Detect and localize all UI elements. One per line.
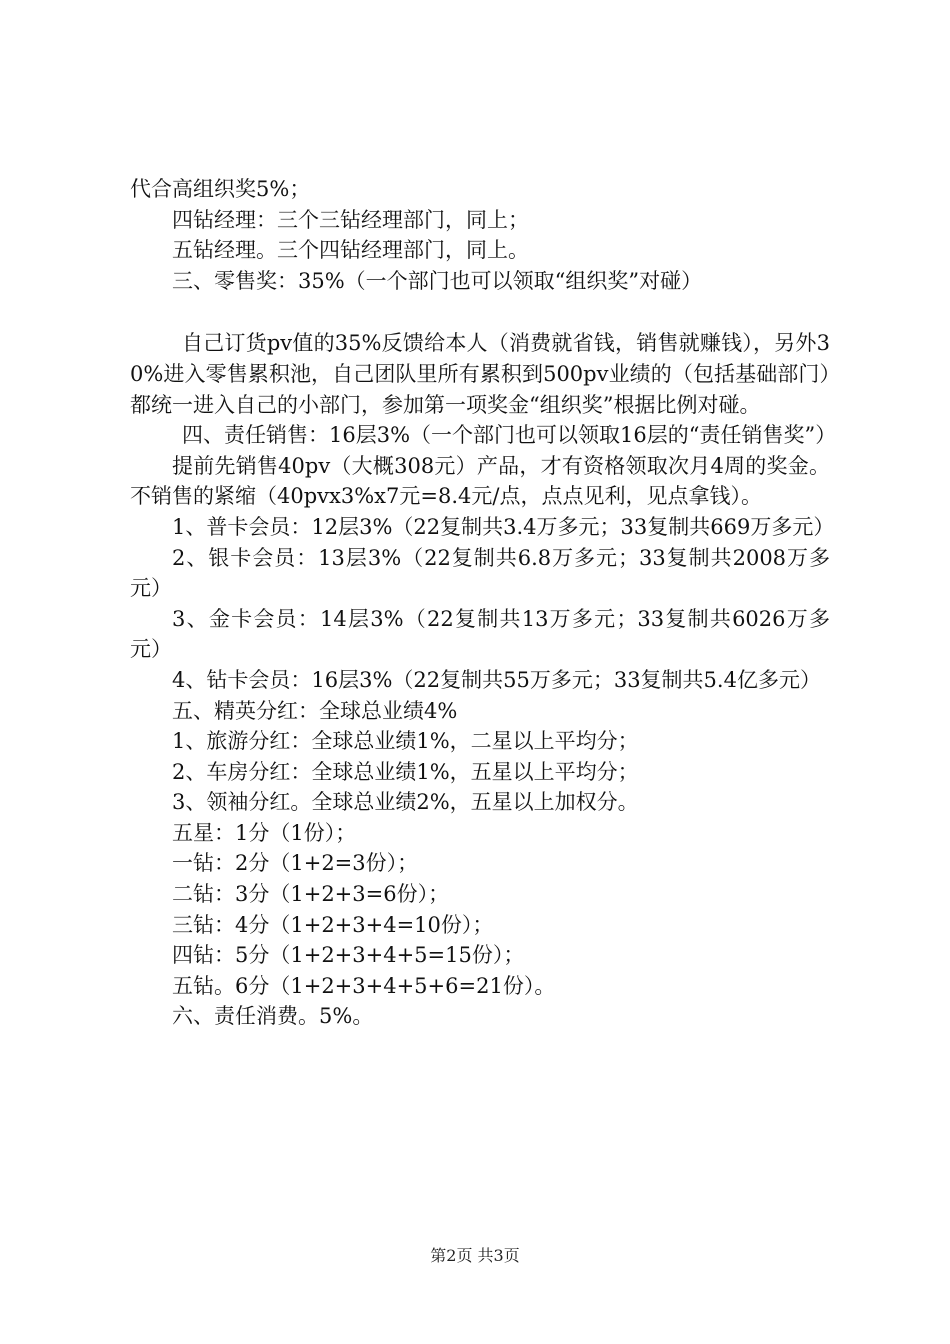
list-item: 1、普卡会员：12层3%（22复制共3.4万多元；33复制共669万多元） xyxy=(172,514,835,539)
list-item: 3、金卡会员：14层3%（22复制共13万多元；33复制共6026万多元） xyxy=(130,606,830,662)
list-item: 三钻：4分（1+2+3+4=10份）； xyxy=(172,912,494,937)
section-heading: 五、精英分红：全球总业绩4% xyxy=(172,698,458,723)
list-item: 五星：1分（1份）； xyxy=(172,820,357,845)
paragraph: 五钻经理。三个四钻经理部门，同上。 xyxy=(172,238,529,263)
paragraph: 提前先销售40pv（大概308元）产品，才有资格领取次月4周的奖金。不销售的紧缩（40pvx3%x7元=8.4元/点，点点见利，见点拿钱）。 xyxy=(130,453,830,509)
list-item: 五钻。6分（1+2+3+4+5+6=21份）。 xyxy=(172,973,556,998)
list-item: 二钻：3分（1+2+3=6份）； xyxy=(172,882,450,907)
paragraph: 四钻经理：三个三钻经理部门，同上； xyxy=(172,207,529,232)
paragraph: 自己订货pv值的35%反馈给本人（消费就省钱，销售就赚钱），另外30%进入零售累积池，自己团队里所有累积到500pv业绩的（包括基础部门）都统一进入自己的小部门，参加第一项奖金“组织奖”根据比例对碰。 xyxy=(130,331,830,417)
blank-line xyxy=(130,296,830,328)
list-item: 1、旅游分红：全球总业绩1%，二星以上平均分； xyxy=(172,729,639,754)
list-item: 四钻：5分（1+2+3+4+5=15份）； xyxy=(172,943,525,968)
section-heading: 六、责任消费。5%。 xyxy=(172,1004,374,1029)
list-item: 4、钻卡会员：16层3%（22复制共55万多元；33复制共5.4亿多元） xyxy=(172,667,821,692)
section-heading: 三、零售奖：35%（一个部门也可以领取“组织奖”对碰） xyxy=(172,268,703,293)
list-item: 一钻：2分（1+2=3份）； xyxy=(172,851,419,876)
document-body xyxy=(130,174,837,1032)
list-item: 3、领袖分红。全球总业绩2%，五星以上加权分。 xyxy=(172,790,639,815)
section-heading: 四、责任销售：16层3%（一个部门也可以领取16层的“责任销售奖”） xyxy=(182,423,837,448)
paragraph: 代合高组织奖5%； xyxy=(130,177,311,201)
list-item: 2、银卡会员：13层3%（22复制共6.8万多元；33复制共2008万多元） xyxy=(130,545,830,601)
list-item: 2、车房分红：全球总业绩1%，五星以上平均分； xyxy=(172,759,639,784)
page-footer: 第2页 共3页 xyxy=(430,1246,520,1265)
